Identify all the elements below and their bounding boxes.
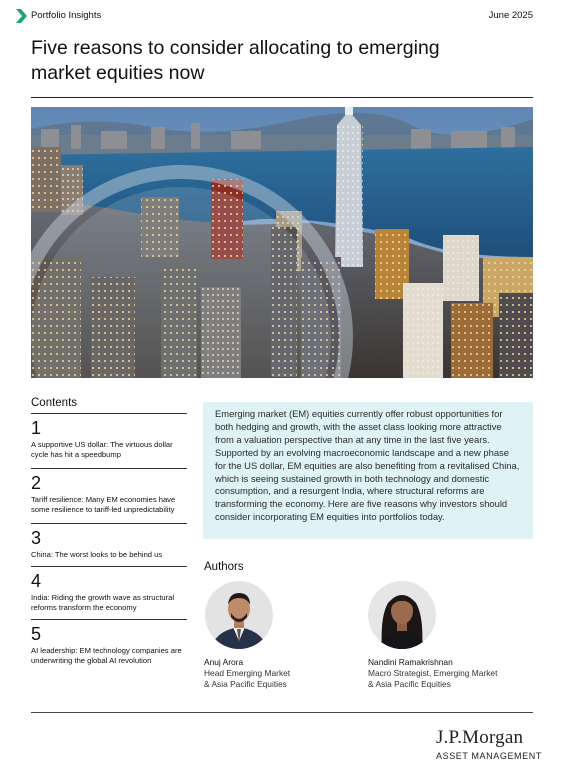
toc-item-5[interactable] xyxy=(31,619,187,665)
intro-text: Emerging market (EM) equities currently offer robust opportunities for both hedging and growth, with the asset class looking more attractive from a valuation perspective than at any time in the last five years. Supported by an evolving macroeconomic landscape and a new phase for the US dollar, EM equities are also benefiting from a revitalised China, which is seeing sustained growth in both technology and domestic consumption, and a resurgent India, where structural reforms are transforming the economy. Here are five reasons why investors should consider incorporating EM equities into portfolios today. xyxy=(215,408,520,523)
toc-text: AI leadership: EM technology companies are underwriting the global AI revolution xyxy=(31,646,182,665)
author-role: Macro Strategist, Emerging Market xyxy=(368,668,498,678)
divider xyxy=(31,413,187,414)
jpmorgan-logo: J.P.Morgan xyxy=(436,727,524,748)
author-name: Nandini Ramakrishnan xyxy=(368,657,453,667)
toc-item-1[interactable] xyxy=(31,413,187,459)
toc-item-4[interactable] xyxy=(31,566,187,612)
toc-text: China: The worst looks to be behind us xyxy=(31,550,163,559)
toc-number: 4 xyxy=(31,571,42,591)
author-photo-icon xyxy=(368,581,436,649)
author-role: & Asia Pacific Equities xyxy=(368,679,451,689)
author-role: Head Emerging Market xyxy=(204,668,291,678)
author-role: & Asia Pacific Equities xyxy=(204,679,287,689)
divider xyxy=(31,712,533,713)
avatar xyxy=(368,581,436,649)
divider xyxy=(31,523,187,524)
page-title: Five reasons to consider allocating to emerging market equities now xyxy=(31,37,440,84)
author-photo-icon xyxy=(205,581,273,649)
divider xyxy=(31,468,187,469)
toc-number: 3 xyxy=(31,528,42,548)
contents-heading: Contents xyxy=(31,397,78,409)
toc-item-3[interactable] xyxy=(31,523,187,560)
authors-heading: Authors xyxy=(204,561,244,573)
toc-text: A supportive US dollar: The virtuous dollar cycle has hit a speedbump xyxy=(31,440,173,459)
toc-number: 2 xyxy=(31,473,42,493)
divider xyxy=(31,619,187,620)
toc-text: Tariff resilience: Many EM economies have some resilience to tariff-led unpredictability xyxy=(31,495,176,514)
toc-number: 5 xyxy=(31,624,42,644)
publication-date: June 2025 xyxy=(488,10,533,21)
intro-box xyxy=(203,402,533,539)
author-name: Anuj Arora xyxy=(204,657,244,667)
brand-label: Portfolio Insights xyxy=(31,10,102,21)
chevron-right-icon xyxy=(16,9,27,23)
avatar xyxy=(205,581,273,649)
divider xyxy=(31,97,533,98)
hero-image xyxy=(31,107,533,378)
city-skyline-photo xyxy=(31,107,533,378)
logo-subtitle: ASSET MANAGEMENT xyxy=(436,751,542,761)
toc-item-2[interactable] xyxy=(31,468,187,514)
toc-text: India: Riding the growth wave as structural reforms transform the economy xyxy=(31,593,175,612)
toc-number: 1 xyxy=(31,418,42,438)
divider xyxy=(31,566,187,567)
